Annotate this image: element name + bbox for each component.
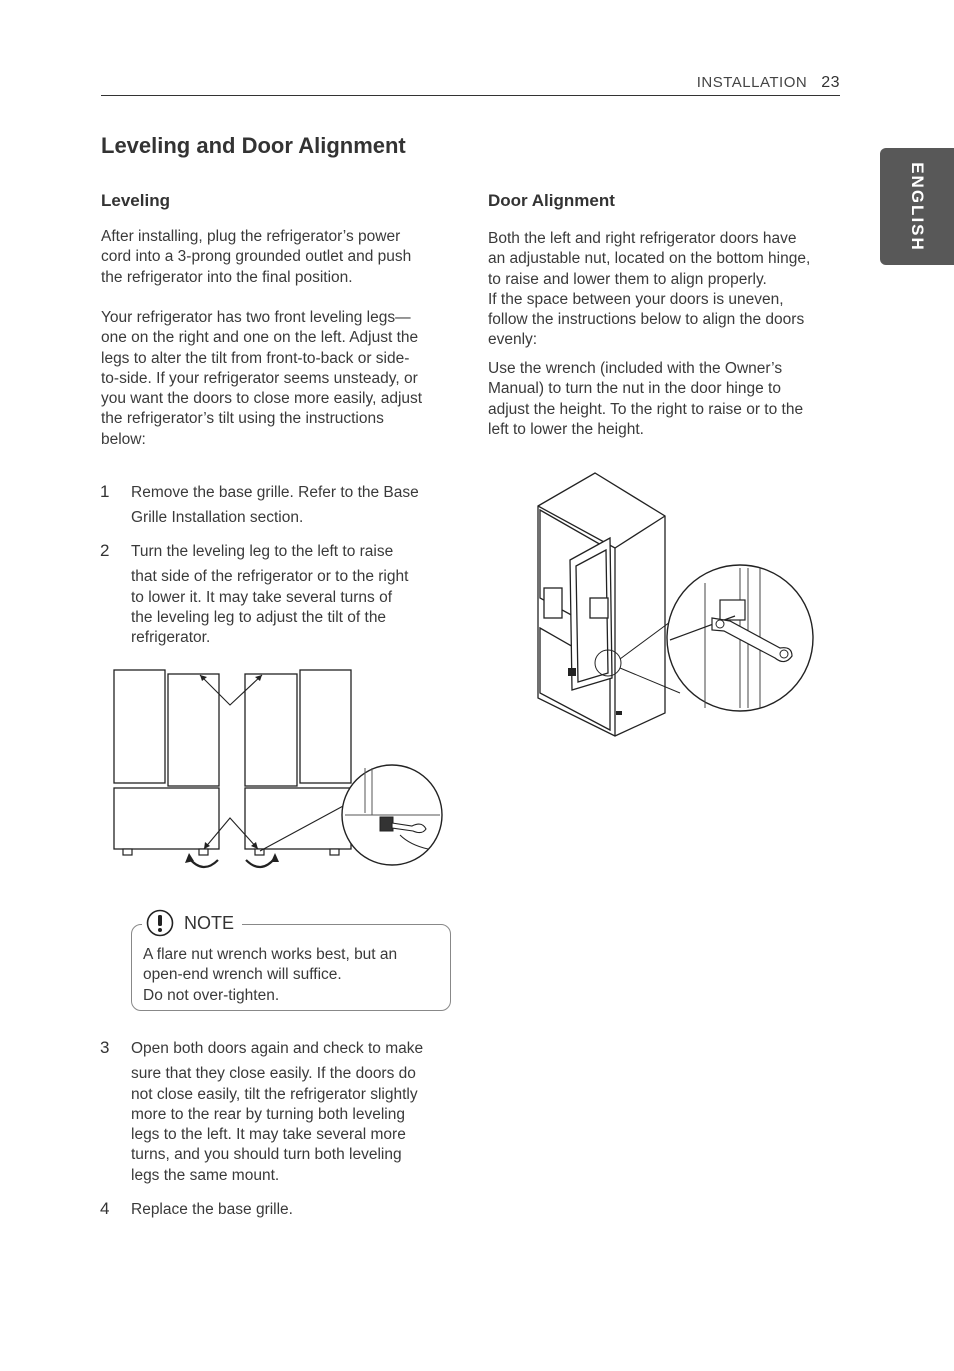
text-line: to-side. If your refrigerator seems unsteady, or xyxy=(101,369,418,387)
text-line: that side of the refrigerator or to the right xyxy=(131,568,409,586)
text-line: you want the doors to close more easily, adjust xyxy=(101,390,423,408)
text-line: sure that they close easily. If the doors do xyxy=(131,1065,416,1083)
text-line: Grille Installation section. xyxy=(131,509,304,527)
text-line: evenly: xyxy=(488,331,538,349)
text-line: not close easily, tilt the refrigerator slightly xyxy=(131,1085,418,1103)
leveling-heading: Leveling xyxy=(101,191,170,210)
text-line: turns, and you should turn both leveling xyxy=(131,1146,402,1164)
step-number: 3 xyxy=(100,1038,110,1057)
text-line: Replace the base grille. xyxy=(131,1201,293,1218)
text-line: open-end wrench will suffice. xyxy=(143,966,342,984)
door-alignment-heading: Door Alignment xyxy=(488,191,615,210)
text-line: cord into a 3-prong grounded outlet and push xyxy=(101,248,412,266)
text-line: the leveling leg to adjust the tilt of the xyxy=(131,608,387,626)
step-text xyxy=(131,483,419,529)
door-alignment-illustration xyxy=(530,468,820,748)
text-line: After installing, plug the refrigerator’s power xyxy=(101,228,401,245)
text-line: A flare nut wrench works best, but an xyxy=(143,946,398,963)
step-text xyxy=(131,542,408,648)
text-line: the refrigerator into the final position. xyxy=(101,268,353,286)
step-text xyxy=(131,1039,423,1186)
text-line: more to the rear by turning both leveling xyxy=(131,1105,405,1123)
text-line: Open both doors again and check to make xyxy=(131,1040,424,1057)
note-header xyxy=(142,909,242,937)
page-title: Leveling and Door Alignment xyxy=(101,133,406,158)
exclamation-circle-icon xyxy=(146,909,174,937)
language-tab-label: ENGLISH xyxy=(908,161,927,252)
text-line: left to lower the height. xyxy=(488,420,644,438)
step-number: 1 xyxy=(100,482,110,501)
text-line: follow the instructions below to align the doors xyxy=(488,311,805,329)
step-number: 2 xyxy=(100,541,110,560)
page-number: 23 xyxy=(821,74,840,91)
text-line: to lower it. It may take several turns of xyxy=(131,588,393,606)
text-line: Manual) to turn the nut in the door hinge to xyxy=(488,380,781,398)
text-line: legs to alter the tilt from front-to-back or side- xyxy=(101,349,410,367)
step-text xyxy=(131,1200,293,1220)
text-line: legs the same mount. xyxy=(131,1166,280,1184)
note-label: NOTE xyxy=(184,912,235,933)
leveling-paragraph-2 xyxy=(101,308,422,450)
text-line: Use the wrench (included with the Owner’s xyxy=(488,360,783,377)
text-line: one on the right and one on the left. Adjust the xyxy=(101,329,419,347)
text-line: the refrigerator’s tilt using the instructions xyxy=(101,410,384,428)
text-line: Do not over-tighten. xyxy=(143,986,280,1004)
header-rule xyxy=(101,95,840,96)
text-line: Your refrigerator has two front leveling legs— xyxy=(101,309,411,326)
note-text xyxy=(143,945,397,1006)
header-section: INSTALLATION xyxy=(696,74,808,91)
text-line: to raise and lower them to align properly. xyxy=(488,270,767,288)
text-line: Remove the base grille. Refer to the Base xyxy=(131,484,419,501)
text-line: Turn the leveling leg to the left to raise xyxy=(131,543,394,560)
running-header xyxy=(697,74,840,92)
door-alignment-paragraph-2 xyxy=(488,359,803,440)
language-tab xyxy=(880,148,954,265)
text-line: adjust the height. To the right to raise or to the xyxy=(488,400,804,418)
text-line: refrigerator. xyxy=(131,629,211,647)
door-alignment-paragraph-1 xyxy=(488,229,810,351)
text-line: If the space between your doors is uneven, xyxy=(488,290,784,308)
text-line: below: xyxy=(101,430,146,448)
text-line: an adjustable nut, located on the bottom hinge, xyxy=(488,250,811,268)
leveling-paragraph-1 xyxy=(101,227,411,288)
text-line: legs to the left. It may take several more xyxy=(131,1126,406,1144)
leveling-legs-illustration xyxy=(110,665,450,880)
text-line: Both the left and right refrigerator doors have xyxy=(488,230,797,247)
step-number: 4 xyxy=(100,1199,110,1218)
